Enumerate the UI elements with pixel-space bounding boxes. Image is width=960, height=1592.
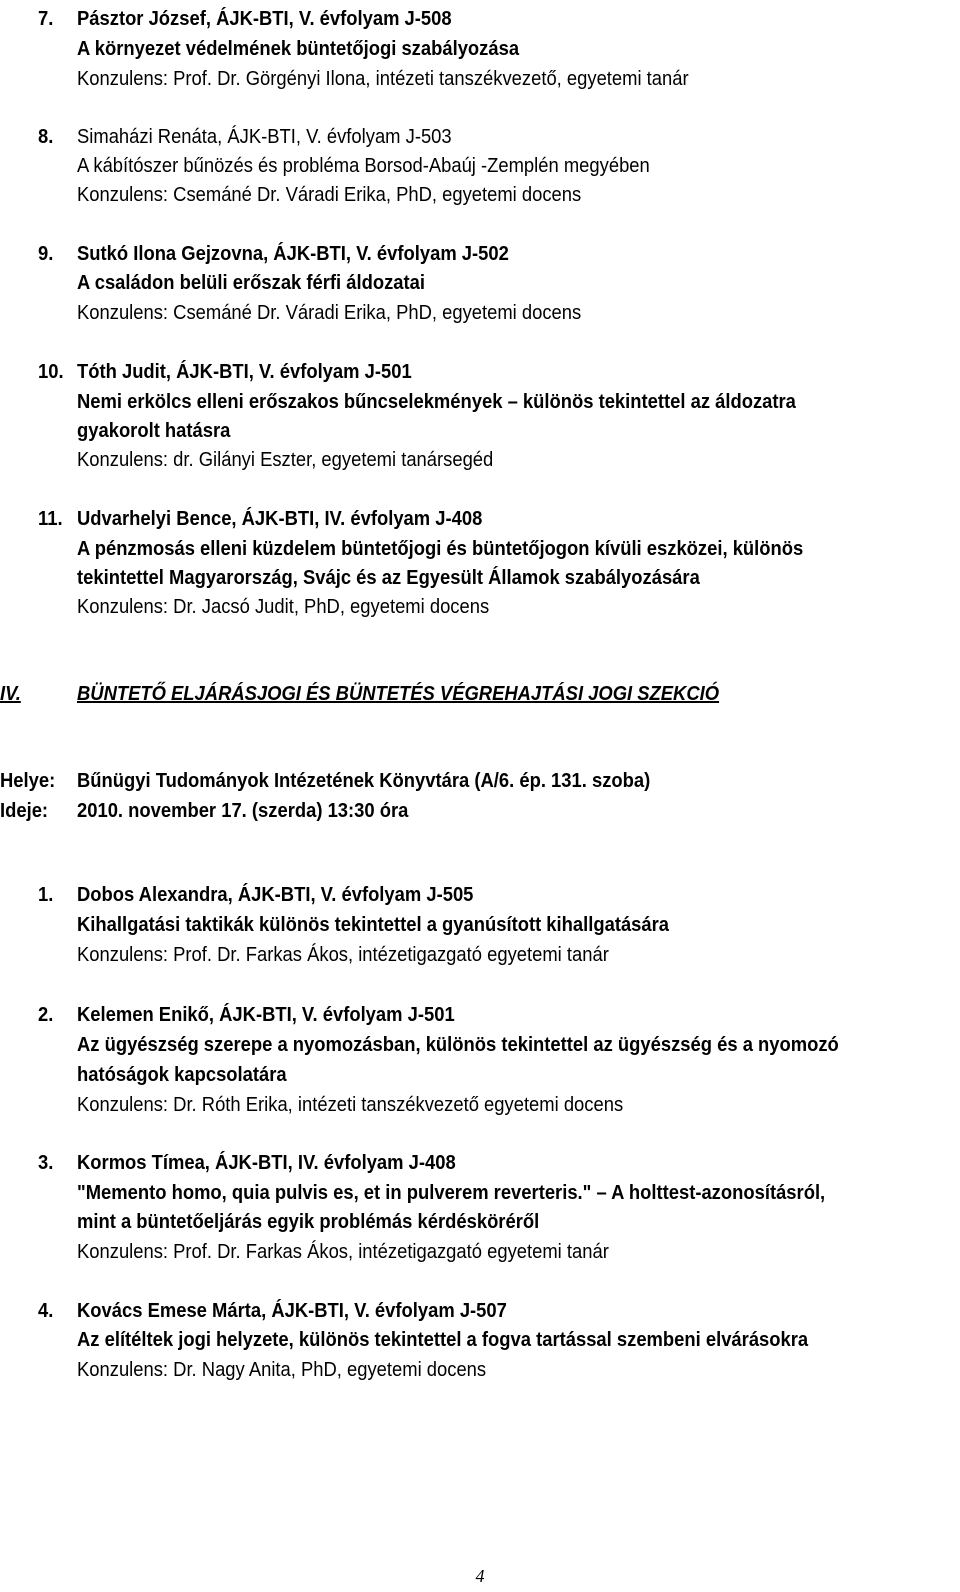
entry-number: 4. <box>38 1300 54 1322</box>
place-value: Bűnügyi Tudományok Intézetének Könyvtára (A/6. ép. 131. szoba) <box>77 770 651 792</box>
entry-author: Simaházi Renáta, ÁJK-BTI, V. évfolyam J-503 <box>77 126 452 148</box>
time-label: Ideje: <box>0 800 49 822</box>
entry-number: 10. <box>38 361 64 383</box>
entry-consultant: Konzulens: Csemáné Dr. Váradi Erika, PhD, egyetemi docens <box>77 184 582 206</box>
place-label: Helye: <box>0 770 56 792</box>
entry-title: A pénzmosás elleni küzdelem büntetőjogi és büntetőjogon kívüli eszközei, különös <box>77 538 804 560</box>
section-heading: BÜNTETŐ ELJÁRÁSJOGI ÉS BÜNTETÉS VÉGREHAJTÁSI JOGI SZEKCIÓ <box>77 683 720 705</box>
entry-title-continued: hatóságok kapcsolatára <box>77 1064 287 1086</box>
entry-number: 2. <box>38 1004 54 1026</box>
section-roman-numeral: IV. <box>0 683 21 705</box>
entry-title: A családon belüli erőszak férfi áldozatai <box>77 272 426 294</box>
entry-author: Dobos Alexandra, ÁJK-BTI, V. évfolyam J-505 <box>77 884 474 906</box>
entry-author: Udvarhelyi Bence, ÁJK-BTI, IV. évfolyam J-408 <box>77 508 483 530</box>
entry-title: Nemi erkölcs elleni erőszakos bűncselekmények – különös tekintettel az áldozatra <box>77 391 796 413</box>
time-value: 2010. november 17. (szerda) 13:30 óra <box>77 800 409 822</box>
entry-consultant: Konzulens: Prof. Dr. Farkas Ákos, intézetigazgató egyetemi tanár <box>77 1241 609 1263</box>
entry-title-continued: gyakorolt hatásra <box>77 420 231 442</box>
entry-title: Az ügyészség szerepe a nyomozásban, különös tekintettel az ügyészség és a nyomozó <box>77 1034 839 1056</box>
entry-title: A kábítószer bűnözés és probléma Borsod-Abaúj -Zemplén megyében <box>77 155 650 177</box>
entry-consultant: Konzulens: Prof. Dr. Görgényi Ilona, intézeti tanszékvezető, egyetemi tanár <box>77 68 689 90</box>
entry-consultant: Konzulens: dr. Gilányi Eszter, egyetemi tanársegéd <box>77 449 494 471</box>
entry-number: 3. <box>38 1152 54 1174</box>
entry-number: 1. <box>38 884 54 906</box>
entry-author: Pásztor József, ÁJK-BTI, V. évfolyam J-508 <box>77 8 452 30</box>
page-number: 4 <box>475 1566 485 1586</box>
entry-consultant: Konzulens: Prof. Dr. Farkas Ákos, intézetigazgató egyetemi tanár <box>77 944 609 966</box>
entry-author: Sutkó Ilona Gejzovna, ÁJK-BTI, V. évfolyam J-502 <box>77 243 509 265</box>
entry-author: Kelemen Enikő, ÁJK-BTI, V. évfolyam J-501 <box>77 1004 455 1026</box>
entry-consultant: Konzulens: Dr. Jacsó Judit, PhD, egyetemi docens <box>77 596 490 618</box>
entry-number: 7. <box>38 8 54 30</box>
entry-number: 11. <box>38 508 63 530</box>
entry-number: 9. <box>38 243 54 265</box>
entry-author: Tóth Judit, ÁJK-BTI, V. évfolyam J-501 <box>77 361 412 383</box>
entry-number: 8. <box>38 126 54 148</box>
entry-title: "Memento homo, quia pulvis es, et in pulverem reverteris." – A holttest-azonosításról, <box>77 1182 826 1204</box>
entry-title: Az elítéltek jogi helyzete, különös tekintettel a fogva tartással szembeni elvárásokra <box>77 1329 809 1351</box>
entry-title-continued: tekintettel Magyarország, Svájc és az Egyesült Államok szabályozására <box>77 567 700 589</box>
entry-author: Kovács Emese Márta, ÁJK-BTI, V. évfolyam J-507 <box>77 1300 507 1322</box>
entry-consultant: Konzulens: Dr. Nagy Anita, PhD, egyetemi docens <box>77 1359 487 1381</box>
entry-consultant: Konzulens: Csemáné Dr. Váradi Erika, PhD, egyetemi docens <box>77 302 582 324</box>
entry-title-continued: mint a büntetőeljárás egyik problémás kérdésköréről <box>77 1211 540 1233</box>
entry-title: Kihallgatási taktikák különös tekintettel a gyanúsított kihallgatására <box>77 914 670 936</box>
entry-consultant: Konzulens: Dr. Róth Erika, intézeti tanszékvezető egyetemi docens <box>77 1094 624 1116</box>
entry-author: Kormos Tímea, ÁJK-BTI, IV. évfolyam J-408 <box>77 1152 456 1174</box>
entry-title: A környezet védelmének büntetőjogi szabályozása <box>77 38 520 60</box>
